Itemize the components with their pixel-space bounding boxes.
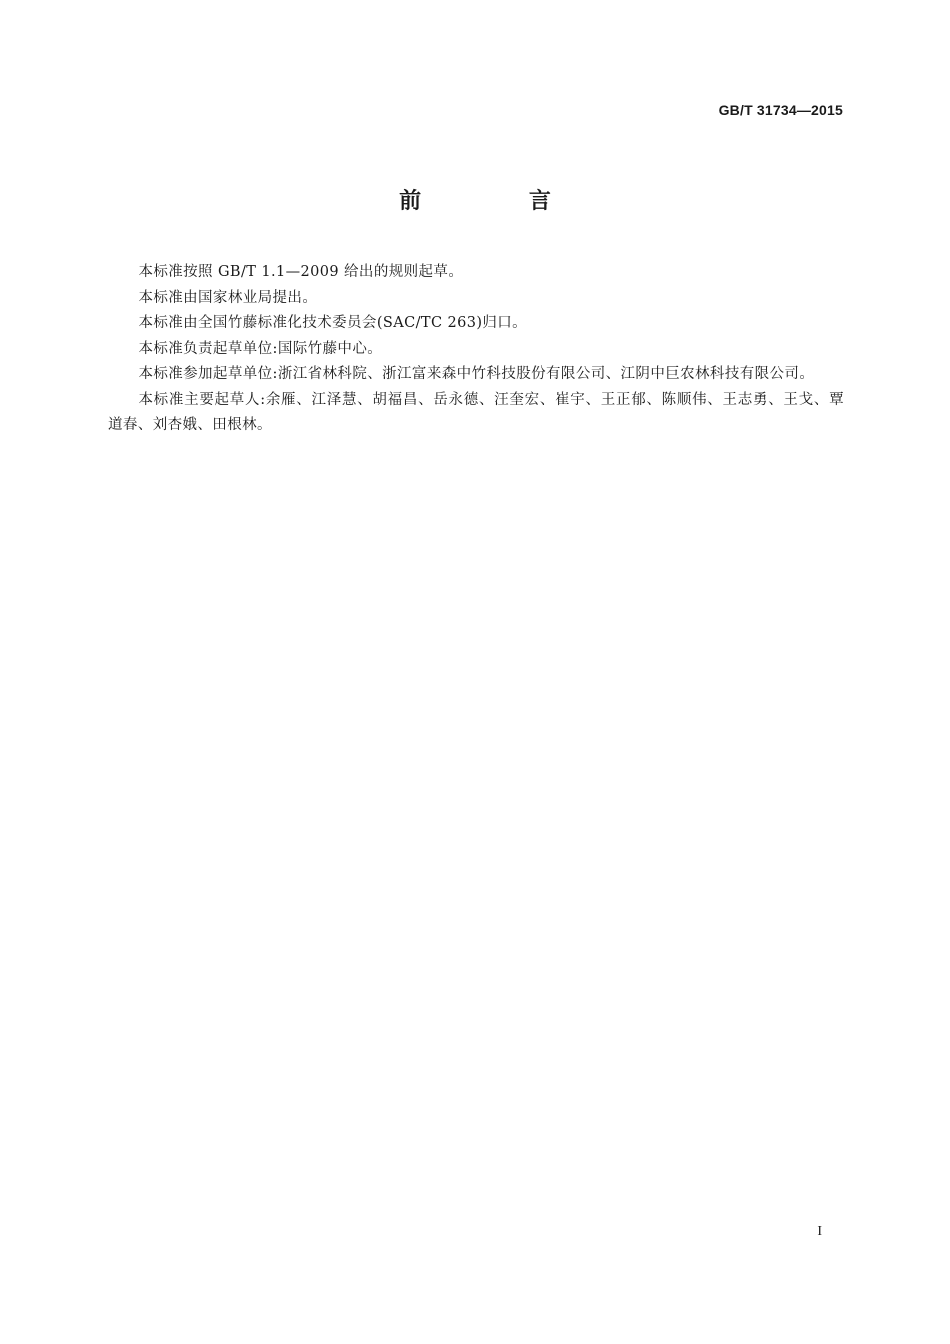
paragraph-proposer: 本标准由国家林业局提出。	[138, 289, 318, 306]
paragraph-drafting-rules: 本标准按照 GB/T 1.1—2009 给出的规则起草。	[138, 264, 464, 280]
standard-number: GB/T 31734—2015	[718, 102, 843, 118]
foreword-body	[108, 260, 844, 439]
paragraph-centralized-unit: 本标准由全国竹藤标准化技术委员会(SAC/TC 263)归口。	[138, 315, 528, 331]
paragraph-drafters: 本标准主要起草人:余雁、江泽慧、胡福昌、岳永德、汪奎宏、崔宇、王正郁、陈顺伟、王志勇、王戈、覃道春、刘杏娥、田根林。	[108, 391, 844, 433]
page-number: I	[817, 1224, 822, 1239]
paragraph-participating-units: 本标准参加起草单位:浙江省林科院、浙江富来森中竹科技股份有限公司、江阴中巨农林科技有限公司。	[138, 366, 815, 382]
paragraph-responsible-unit: 本标准负责起草单位:国际竹藤中心。	[138, 340, 383, 357]
page-title: 前 言	[399, 189, 601, 214]
